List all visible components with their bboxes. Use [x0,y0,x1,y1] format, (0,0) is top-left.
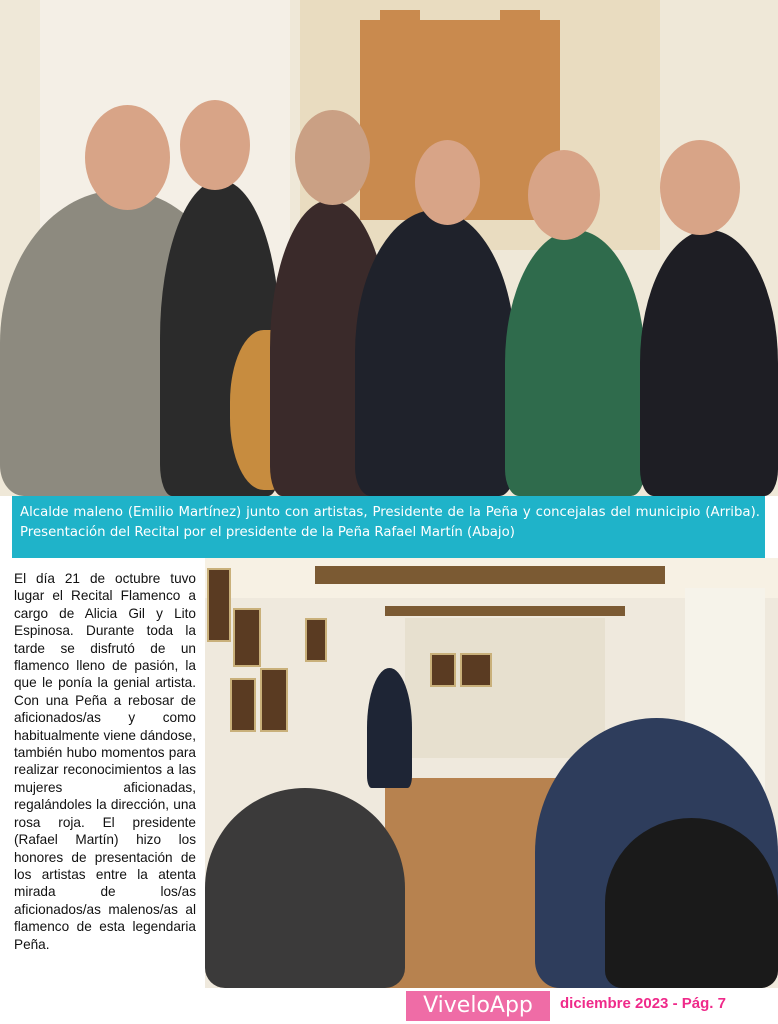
photo-frame [430,653,456,687]
photo-presenter [367,668,412,788]
photo-person-4 [355,210,515,496]
photo-head-4 [415,140,480,225]
photo-head-3 [295,110,370,205]
photo-frame [460,653,492,687]
photo-head-6 [660,140,740,235]
bottom-photo [205,558,778,988]
photo-frame [233,608,261,667]
photo-frame [305,618,327,662]
photo-beam-rear [385,606,625,616]
top-photo [0,0,778,496]
photo-frame [207,568,231,642]
footer-date-page: diciembre 2023 - Pág. 7 [560,995,726,1012]
photo-frame [230,678,256,732]
vivelo-app-logo: ViveloApp [406,991,550,1021]
article-body: El día 21 de octubre tuvo lugar el Recital Flamenco a cargo de Alicia Gil y Lito Espinosa. Durante toda la tarde se disfrutó de un flamenco lleno de pasión, la que le ponía la genial artista. Con una Peña a rebosar de aficionados/as y como habitualmente viene dándose, también hubo momentos para realizar reconocimientos a las mujeres aficionadas, regalándoles la dirección, una rosa roja. El presidente (Rafael Martín) hizo los honores de presentación de los artistas entre la atenta mirada de los/as aficionados/as malenos/as al flamenco de esta legendaria Peña. [14,571,196,952]
photo-audience-left [205,788,405,988]
photo-audience-front [605,818,778,988]
photo-person-6 [640,230,778,496]
photo-frame [260,668,288,732]
photo-head-5 [528,150,600,240]
photo-caption: Alcalde maleno (Emilio Martínez) junto con artistas, Presidente de la Peña y concejalas del municipio (Arriba). Presentación del Recital por el presidente de la Peña Rafael Martín (Abajo) [20,505,760,540]
photo-head-2 [180,100,250,190]
photo-beam [315,566,665,584]
photo-head-1 [85,105,170,210]
photo-person-5 [505,230,645,496]
photo-back-wall [405,618,605,758]
